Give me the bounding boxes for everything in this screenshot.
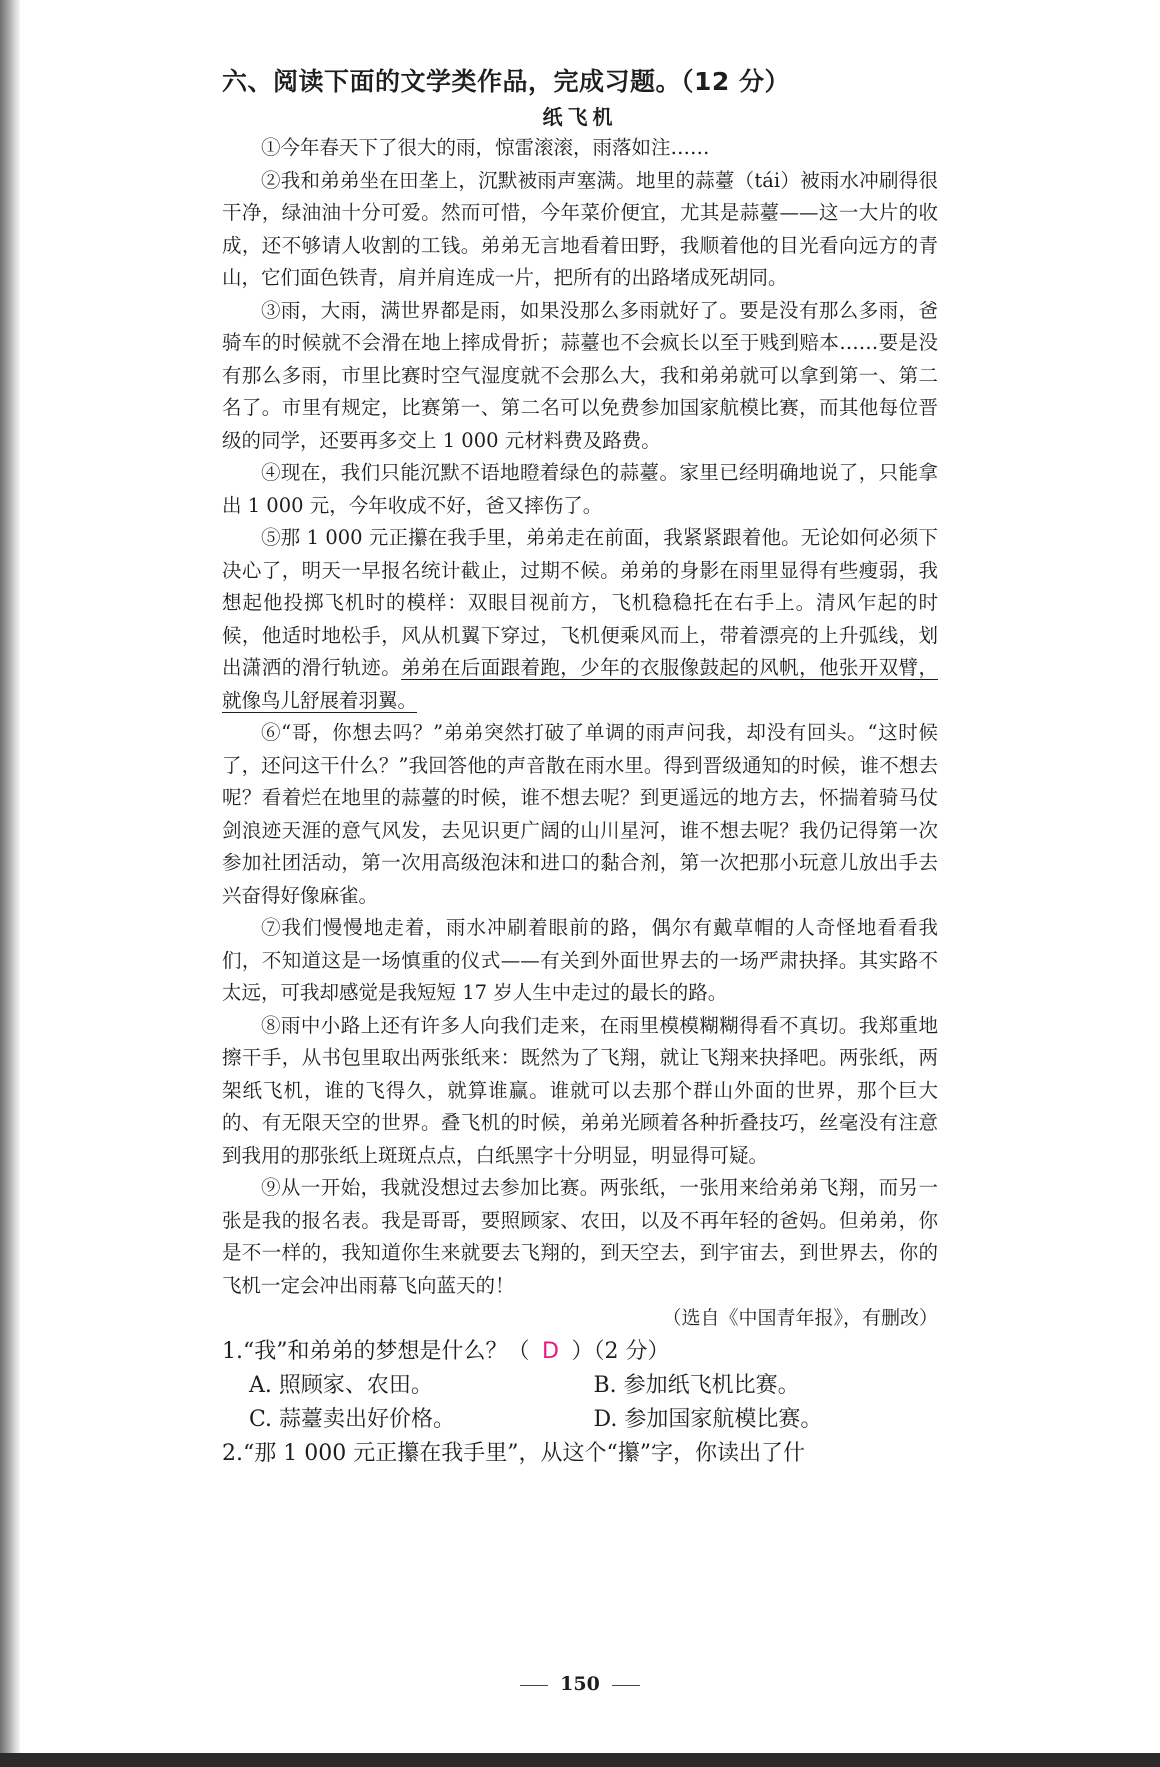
paragraph-4: ④现在，我们只能沉默不语地瞪着绿色的蒜薹。家里已经明确地说了，只能拿出 1 000 元，今年收成不好，爸又摔伤了。 bbox=[222, 461, 938, 517]
option-a: A. 照顾家、农田。 bbox=[249, 1372, 433, 1398]
question-1-stem bbox=[222, 1335, 938, 1369]
paragraph-9: ⑨从一开始，我就没想过去参加比赛。两张纸，一张用来给弟弟飞翔，而另一张是我的报名表。我是哥哥，要照顾家、农田，以及不再年轻的爸妈。但弟弟，你是不一样的，我知道你生来就要去飞翔的，到天空去，到宇宙去，到世界去，你的飞机一定会冲出雨幕飞向蓝天的！ bbox=[222, 1176, 938, 1297]
book-spine-shadow bbox=[0, 0, 20, 1767]
underlined-sentence: 弟弟在后面跟着跑，少年的衣服像鼓起的风帆，他张开双臂，就像鸟儿舒展着羽翼。 bbox=[222, 656, 938, 712]
paragraph-5-text: ⑤那 1 000 元正攥在我手里，弟弟走在前面，我紧紧跟着他。无论如何必须下决心了，明天一早报名统计截止，过期不候。弟弟的身影在雨里显得有些瘦弱，我想起他投掷飞机时的模样：双眼目视前方，飞机稳稳托在右手上。清风乍起的时候，他适时地松手，风从机翼下穿过，飞机便乘风而上，带着漂亮的上升弧线，划出潇洒的滑行轨迹。 bbox=[222, 526, 938, 679]
article-title: 纸飞机 bbox=[542, 105, 618, 129]
question-1-text: 1.“我”和弟弟的梦想是什么？（ bbox=[222, 1338, 530, 1364]
option-b: B. 参加纸飞机比赛。 bbox=[593, 1372, 800, 1398]
question-1-answer: D bbox=[542, 1338, 559, 1364]
bottom-edge bbox=[0, 1753, 1160, 1767]
question-1-score: ）（2 分） bbox=[571, 1338, 670, 1364]
page-number-dash-right bbox=[612, 1685, 640, 1686]
article-source: （选自《中国青年报》，有删改） bbox=[662, 1307, 938, 1329]
page-number-text: 150 bbox=[560, 1673, 600, 1695]
page-content bbox=[222, 62, 938, 1471]
question-2-stem: 2.“那 1 000 元正攥在我手里”，从这个“攥”字，你读出了什 bbox=[222, 1440, 805, 1466]
section-title: 六、阅读下面的文学类作品，完成习题。（12 分） bbox=[222, 67, 790, 96]
paragraph-5 bbox=[222, 522, 938, 717]
paragraph-7: ⑦我们慢慢地走着，雨水冲刷着眼前的路，偶尔有戴草帽的人奇怪地看看我们，不知道这是一场慎重的仪式——有关到外面世界去的一场严肃抉择。其实路不太远，可我却感觉是我短短 17 岁人生中走过的最长的路。 bbox=[222, 916, 938, 1004]
page-number-dash-left bbox=[520, 1685, 548, 1686]
paragraph-6: ⑥“哥，你想去吗？”弟弟突然打破了单调的雨声问我，却没有回头。“这时候了，还问这干什么？”我回答他的声音散在雨水里。得到晋级通知的时候，谁不想去呢？看着烂在地里的蒜薹的时候，谁不想去呢？到更遥远的地方去，怀揣着骑马仗剑浪迹天涯的意气风发，去见识更广阔的山川星河，谁不想去呢？我仍记得第一次参加社团活动，第一次用高级泡沫和进口的黏合剂，第一次把那小玩意儿放出手去兴奋得好像麻雀。 bbox=[222, 721, 938, 907]
paragraph-1: ①今年春天下了很大的雨，惊雷滚滚，雨落如注…… bbox=[261, 136, 710, 159]
paragraph-2: ②我和弟弟坐在田垄上，沉默被雨声塞满。地里的蒜薹（tái）被雨水冲刷得很干净，绿油油十分可爱。然而可惜，今年菜价便宜，尤其是蒜薹——这一大片的收成，还不够请人收割的工钱。弟弟无言地看着田野，我顺着他的目光看向远方的青山，它们面色铁青，肩并肩连成一片，把所有的出路堵成死胡同。 bbox=[222, 168, 938, 289]
option-c: C. 蒜薹卖出好价格。 bbox=[249, 1406, 456, 1432]
paragraph-3: ③雨，大雨，满世界都是雨，如果没那么多雨就好了。要是没有那么多雨，爸骑车的时候就不会滑在地上摔成骨折；蒜薹也不会疯长以至于贱到赔本……要是没有那么多雨，市里比赛时空气湿度就不会那么大，我和弟弟就可以拿到第一、第二名了。市里有规定，比赛第一、第二名可以免费参加国家航模比赛，而其他每位晋级的同学，还要再多交上 1 000 元材料费及路费。 bbox=[222, 298, 938, 452]
question-1-options bbox=[222, 1369, 938, 1437]
option-d: D. 参加国家航模比赛。 bbox=[593, 1406, 823, 1432]
page-number bbox=[0, 1670, 1160, 1698]
paragraph-8: ⑧雨中小路上还有许多人向我们走来，在雨里模模糊糊得看不真切。我郑重地擦干手，从书包里取出两张纸来：既然为了飞翔，就让飞翔来抉择吧。两张纸，两架纸飞机，谁的飞得久，就算谁赢。谁就可以去那个群山外面的世界，那个巨大的、有无限天空的世界。叠飞机的时候，弟弟光顾着各种折叠技巧，丝毫没有注意到我用的那张纸上斑斑点点，白纸黑字十分明显，明显得可疑。 bbox=[222, 1013, 938, 1167]
